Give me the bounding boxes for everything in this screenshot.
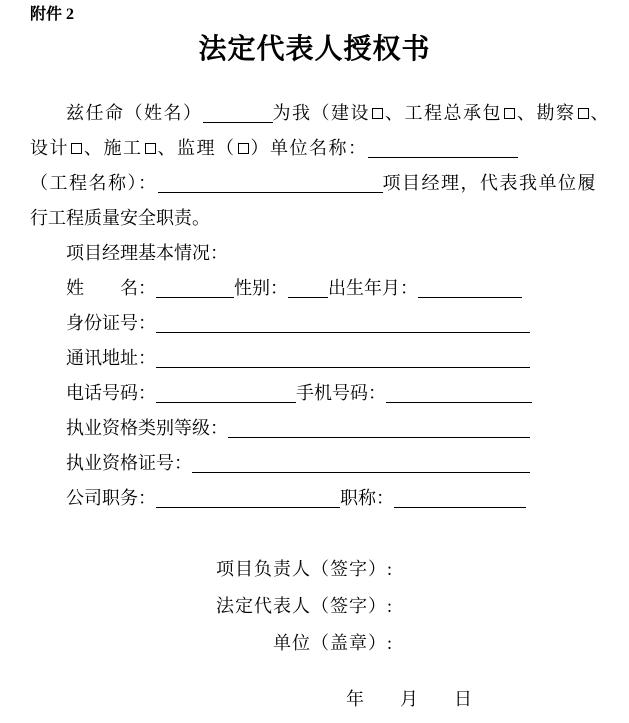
- address-row: [30, 341, 599, 376]
- project-leader-signature-line: [30, 551, 393, 588]
- unit-seal-line: [30, 625, 393, 662]
- id-number-blank[interactable]: [156, 312, 530, 333]
- qualification-number-blank[interactable]: [192, 452, 530, 473]
- phone-blank[interactable]: [156, 382, 296, 403]
- gender-blank[interactable]: [288, 277, 328, 298]
- manager-info-section-title-line: [30, 236, 599, 271]
- signature-block: [30, 551, 393, 662]
- unit-type-text-supervision: 、监理（: [157, 138, 236, 158]
- job-title-label: 职称：: [340, 488, 394, 508]
- id-number-row: [30, 306, 599, 341]
- id-number-label: 身份证号：: [66, 313, 156, 333]
- design-checkbox-icon[interactable]: [71, 143, 82, 154]
- supervision-checkbox-icon[interactable]: [238, 143, 249, 154]
- address-blank[interactable]: [156, 347, 530, 368]
- project-leader-signature-label: 项目负责人（签字）:: [215, 559, 393, 579]
- authorization-line-4: [30, 201, 599, 236]
- qualification-level-label: 执业资格类别等级：: [66, 418, 228, 438]
- project-name-blank[interactable]: [158, 172, 383, 193]
- qualification-level-row: [30, 411, 599, 446]
- survey-checkbox-icon[interactable]: [578, 108, 589, 119]
- section-title: 项目经理基本情况：: [66, 243, 228, 263]
- general-contracting-checkbox-icon[interactable]: [504, 108, 515, 119]
- authorization-line-1: [30, 96, 610, 131]
- appointee-name-blank[interactable]: [203, 102, 273, 123]
- unit-type-text-construction: 为我（建设: [272, 103, 370, 123]
- authorization-line-3: [30, 166, 599, 201]
- company-position-label: 公司职务：: [66, 488, 156, 508]
- mobile-label: 手机号码：: [296, 383, 386, 403]
- unit-type-text-survey: 、勘察: [517, 103, 576, 123]
- construction-checkbox-icon[interactable]: [372, 108, 383, 119]
- birth-date-blank[interactable]: [418, 277, 522, 298]
- phone-label: 电话号码：: [66, 383, 156, 403]
- gender-label: 性别：: [234, 278, 288, 298]
- name-row: [30, 271, 599, 306]
- qualification-level-blank[interactable]: [228, 417, 530, 438]
- name-label: 姓 名：: [66, 278, 156, 298]
- unit-type-text-construction-work: 、施工: [84, 138, 143, 158]
- line1-trailing-comma: 、: [590, 103, 610, 123]
- page-title: 法定代表人授权书: [198, 33, 431, 64]
- address-label: 通讯地址：: [66, 348, 156, 368]
- duty-text: 行工程质量安全职责。: [30, 208, 210, 228]
- job-title-blank[interactable]: [394, 487, 526, 508]
- qualification-number-row: [30, 446, 599, 481]
- date-line: [30, 688, 472, 710]
- unit-name-blank[interactable]: [368, 137, 518, 158]
- qualification-number-label: 执业资格证号：: [66, 453, 192, 473]
- unit-type-text-design: 设计: [30, 138, 69, 158]
- unit-seal-label: 单位（盖章）:: [272, 633, 393, 653]
- unit-name-label: ）单位名称：: [250, 138, 368, 158]
- name-blank[interactable]: [156, 277, 234, 298]
- authorization-line-2: [30, 131, 599, 166]
- mobile-blank[interactable]: [386, 382, 532, 403]
- construction-work-checkbox-icon[interactable]: [145, 143, 156, 154]
- legal-representative-signature-label: 法定代表人（签字）:: [215, 596, 393, 616]
- attachment-label: 附件 2: [30, 6, 75, 23]
- company-position-blank[interactable]: [156, 487, 340, 508]
- appointment-lead-text: 兹任命（姓名）: [66, 103, 203, 123]
- birth-date-label: 出生年月：: [328, 278, 418, 298]
- project-name-label: （工程名称）：: [30, 173, 158, 193]
- phone-row: [30, 376, 599, 411]
- project-manager-text: 项目经理，代表我单位履: [382, 173, 597, 193]
- legal-representative-signature-line: [30, 588, 393, 625]
- date-text: 年 月 日: [346, 689, 472, 709]
- company-position-row: [30, 481, 599, 516]
- unit-type-text-general-contracting: 、工程总承包: [385, 103, 502, 123]
- document-body: [30, 96, 610, 516]
